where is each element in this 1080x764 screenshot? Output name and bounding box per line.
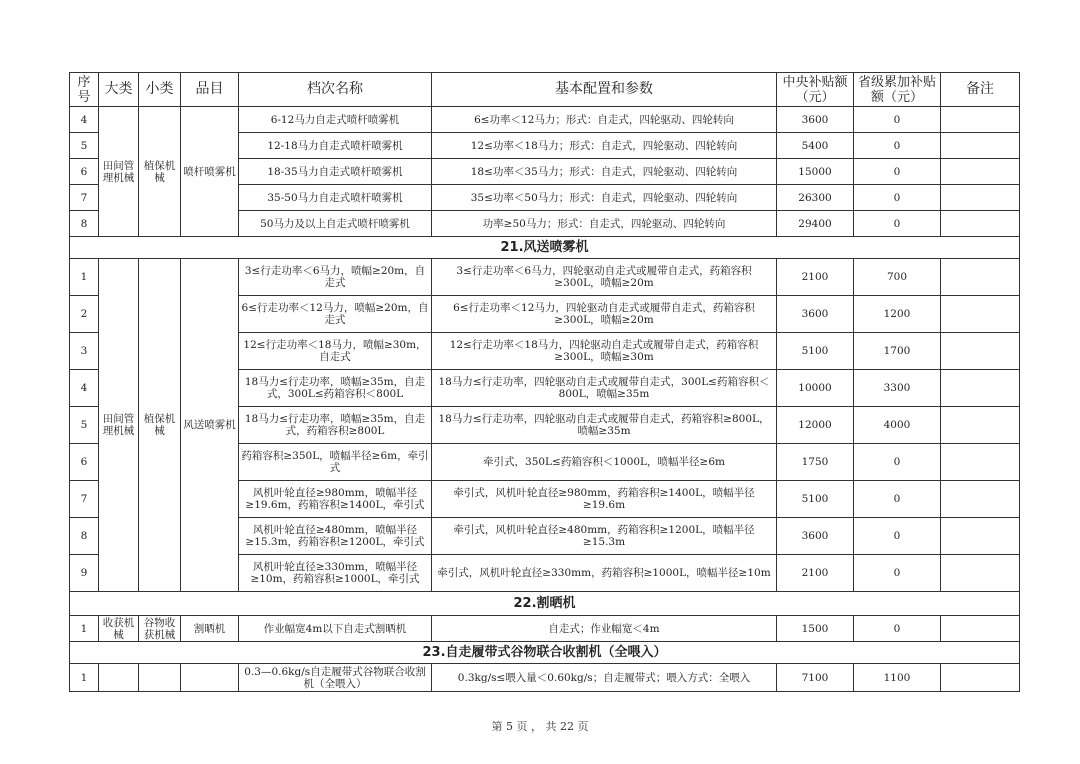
cell-dalei: 田间管理机械: [99, 259, 139, 592]
cell-no: 6: [70, 159, 99, 185]
cell-spec: 0.3kg/s≤喂入量＜0.60kg/s；自走履带式；喂入方式：全喂入: [432, 664, 777, 692]
header-pinmu: 品目: [181, 73, 239, 107]
cell-dalei: [99, 664, 139, 692]
cell-central: 1500: [777, 616, 854, 642]
cell-dalei: 收获机械: [99, 616, 139, 642]
subsidy-table: [69, 72, 1020, 692]
cell-no: 8: [70, 211, 99, 237]
cell-notes: [941, 211, 1020, 237]
cell-prov: 0: [854, 185, 941, 211]
cell-pinmu: [181, 664, 239, 692]
cell-prov: 0: [854, 481, 941, 518]
cell-name: 18-35马力自走式喷杆喷雾机: [239, 159, 432, 185]
cell-notes: [941, 133, 1020, 159]
cell-notes: [941, 107, 1020, 133]
cell-no: 7: [70, 481, 99, 518]
cell-central: 5100: [777, 333, 854, 370]
cell-name: 50马力及以上自走式喷杆喷雾机: [239, 211, 432, 237]
cell-prov: 0: [854, 555, 941, 592]
cell-prov: 0: [854, 107, 941, 133]
header-notes: 备注: [941, 73, 1020, 107]
cell-no: 9: [70, 555, 99, 592]
section-row: [70, 237, 1020, 259]
section-title: 22.割晒机: [70, 592, 1020, 616]
cell-no: 4: [70, 107, 99, 133]
cell-notes: [941, 259, 1020, 296]
header-name: 档次名称: [239, 73, 432, 107]
cell-notes: [941, 555, 1020, 592]
cell-central: 3600: [777, 296, 854, 333]
cell-spec: 18马力≤行走功率，四轮驱动自走式或履带自走式，300L≤药箱容积＜800L，喷幅≥35m: [432, 370, 777, 407]
cell-central: 3600: [777, 107, 854, 133]
cell-name: 风机叶轮直径≥480mm，喷幅半径≥15.3m，药箱容积≥1200L，牵引式: [239, 518, 432, 555]
cell-notes: [941, 518, 1020, 555]
cell-central: 29400: [777, 211, 854, 237]
cell-xiaolei: 植保机械: [139, 107, 181, 237]
cell-prov: 1200: [854, 296, 941, 333]
cell-spec: 牵引式，350L≤药箱容积＜1000L，喷幅半径≥6m: [432, 444, 777, 481]
cell-pinmu: 风送喷雾机: [181, 259, 239, 592]
cell-no: 3: [70, 333, 99, 370]
table-row: [70, 259, 1020, 296]
cell-spec: 牵引式，风机叶轮直径≥330mm，药箱容积≥1000L，喷幅半径≥10m: [432, 555, 777, 592]
cell-dalei: 田间管理机械: [99, 107, 139, 237]
cell-spec: 3≤行走功率＜6马力，四轮驱动自走式或履带自走式，药箱容积≥300L，喷幅≥20m: [432, 259, 777, 296]
cell-spec: 自走式；作业幅宽＜4m: [432, 616, 777, 642]
cell-spec: 牵引式，风机叶轮直径≥480mm，药箱容积≥1200L，喷幅半径≥15.3m: [432, 518, 777, 555]
cell-notes: [941, 159, 1020, 185]
cell-name: 3≤行走功率＜6马力，喷幅≥20m，自走式: [239, 259, 432, 296]
cell-prov: 4000: [854, 407, 941, 444]
cell-xiaolei: [139, 664, 181, 692]
cell-name: 12≤行走功率＜18马力，喷幅≥30m，自走式: [239, 333, 432, 370]
cell-xiaolei: 谷物收获机械: [139, 616, 181, 642]
cell-spec: 6≤行走功率＜12马力，四轮驱动自走式或履带自走式，药箱容积≥300L，喷幅≥20m: [432, 296, 777, 333]
cell-pinmu: 割晒机: [181, 616, 239, 642]
cell-notes: [941, 296, 1020, 333]
cell-notes: [941, 370, 1020, 407]
cell-notes: [941, 664, 1020, 692]
cell-name: 6≤行走功率＜12马力，喷幅≥20m，自走式: [239, 296, 432, 333]
cell-name: 18马力≤行走功率，喷幅≥35m，自走式，药箱容积≥800L: [239, 407, 432, 444]
cell-no: 7: [70, 185, 99, 211]
cell-prov: 0: [854, 518, 941, 555]
cell-name: 6-12马力自走式喷杆喷雾机: [239, 107, 432, 133]
section-title: 21.风送喷雾机: [70, 237, 1020, 259]
cell-notes: [941, 185, 1020, 211]
cell-prov: 0: [854, 616, 941, 642]
header-xiaolei: 小类: [139, 73, 181, 107]
cell-central: 26300: [777, 185, 854, 211]
cell-central: 2100: [777, 259, 854, 296]
cell-pinmu: 喷杆喷雾机: [181, 107, 239, 237]
cell-prov: 0: [854, 211, 941, 237]
cell-prov: 1700: [854, 333, 941, 370]
section-row: [70, 642, 1020, 664]
cell-no: 2: [70, 296, 99, 333]
header-spec: 基本配置和参数: [432, 73, 777, 107]
cell-xiaolei: 植保机械: [139, 259, 181, 592]
cell-name: 风机叶轮直径≥980mm，喷幅半径≥19.6m，药箱容积≥1400L，牵引式: [239, 481, 432, 518]
cell-prov: 1100: [854, 664, 941, 692]
cell-spec: 35≤功率＜50马力；形式：自走式，四轮驱动、四轮转向: [432, 185, 777, 211]
cell-no: 1: [70, 664, 99, 692]
page-footer: 第 5 页 ， 共 22 页: [491, 720, 589, 733]
cell-name: 作业幅宽4m以下自走式割晒机: [239, 616, 432, 642]
cell-name: 药箱容积≥350L，喷幅半径≥6m，牵引式: [239, 444, 432, 481]
cell-central: 5100: [777, 481, 854, 518]
header-central: 中央补贴额（元）: [777, 73, 854, 107]
cell-central: 1750: [777, 444, 854, 481]
section-row: [70, 592, 1020, 616]
cell-no: 5: [70, 407, 99, 444]
cell-spec: 12≤功率＜18马力；形式：自走式，四轮驱动、四轮转向: [432, 133, 777, 159]
cell-central: 5400: [777, 133, 854, 159]
cell-prov: 700: [854, 259, 941, 296]
cell-central: 12000: [777, 407, 854, 444]
cell-notes: [941, 481, 1020, 518]
cell-spec: 功率≥50马力；形式：自走式，四轮驱动、四轮转向: [432, 211, 777, 237]
cell-central: 3600: [777, 518, 854, 555]
cell-no: 6: [70, 444, 99, 481]
cell-prov: 0: [854, 159, 941, 185]
header-row: [70, 73, 1020, 107]
section-title: 23.自走履带式谷物联合收割机（全喂入）: [70, 642, 1020, 664]
cell-no: 8: [70, 518, 99, 555]
cell-central: 15000: [777, 159, 854, 185]
cell-notes: [941, 333, 1020, 370]
table-row: [70, 616, 1020, 642]
cell-spec: 12≤行走功率＜18马力，四轮驱动自走式或履带自走式，药箱容积≥300L，喷幅≥30m: [432, 333, 777, 370]
table-row: [70, 664, 1020, 692]
cell-no: 1: [70, 616, 99, 642]
cell-spec: 18马力≤行走功率，四轮驱动自走式或履带自走式，药箱容积≥800L，喷幅≥35m: [432, 407, 777, 444]
cell-no: 4: [70, 370, 99, 407]
cell-name: 风机叶轮直径≥330mm，喷幅半径≥10m，药箱容积≥1000L，牵引式: [239, 555, 432, 592]
cell-central: 7100: [777, 664, 854, 692]
cell-name: 12-18马力自走式喷杆喷雾机: [239, 133, 432, 159]
cell-notes: [941, 407, 1020, 444]
cell-spec: 18≤功率＜35马力；形式：自走式，四轮驱动、四轮转向: [432, 159, 777, 185]
cell-notes: [941, 444, 1020, 481]
cell-spec: 牵引式，风机叶轮直径≥980mm，药箱容积≥1400L，喷幅半径≥19.6m: [432, 481, 777, 518]
header-dalei: 大类: [99, 73, 139, 107]
cell-no: 5: [70, 133, 99, 159]
cell-central: 2100: [777, 555, 854, 592]
cell-name: 0.3—0.6kg/s自走履带式谷物联合收割机（全喂入）: [239, 664, 432, 692]
cell-central: 10000: [777, 370, 854, 407]
cell-prov: 3300: [854, 370, 941, 407]
cell-name: 35-50马力自走式喷杆喷雾机: [239, 185, 432, 211]
cell-name: 18马力≤行走功率，喷幅≥35m，自走式，300L≤药箱容积＜800L: [239, 370, 432, 407]
header-prov: 省级累加补贴额（元）: [854, 73, 941, 107]
header-no: 序号: [70, 73, 99, 107]
table-row: [70, 107, 1020, 133]
cell-prov: 0: [854, 444, 941, 481]
cell-spec: 6≤功率＜12马力；形式：自走式，四轮驱动、四轮转向: [432, 107, 777, 133]
cell-prov: 0: [854, 133, 941, 159]
cell-notes: [941, 616, 1020, 642]
cell-no: 1: [70, 259, 99, 296]
